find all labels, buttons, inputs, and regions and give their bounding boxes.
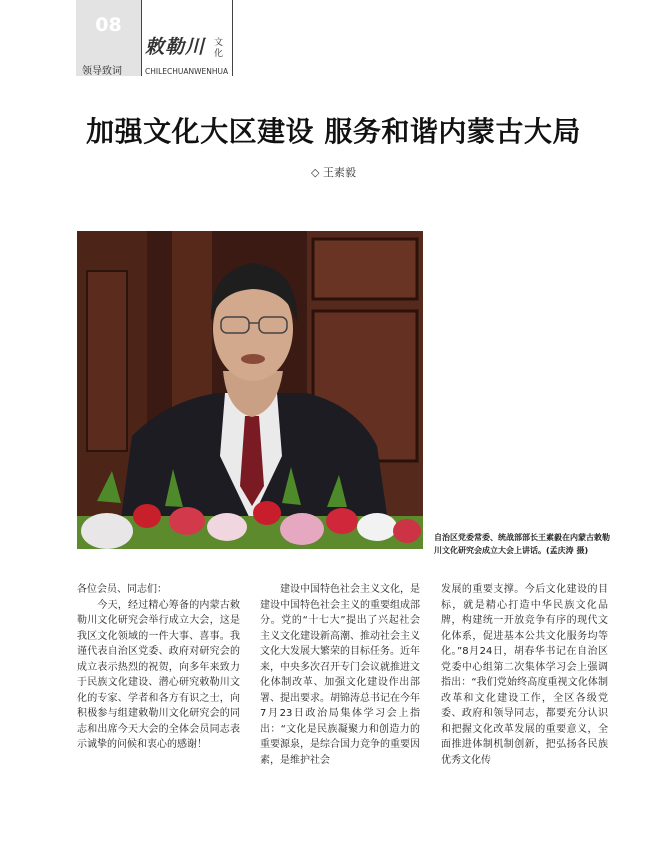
article-title: 加强文化大区建设 服务和谐内蒙古大局 <box>86 115 581 148</box>
column-1-text: 各位会员、同志们： 今天，经过精心筹备的内蒙古敕勒川文化研究会举行成立大会，这是我区文化领域的一件大事、喜事。我谨代表自治区党委、政府对研究会的成立表示热烈的祝贺，向多年来致力于民族文化建设、潜心研究敕勒川文化的专家、学者和各方有识之士，向积极参与组建敕勒川文化研究会的同志和出席今天大会的全体会员同志表示诚挚的问候和衷心的感谢！ <box>77 584 240 750</box>
page-number: 08 <box>95 14 122 36</box>
column-2-text: 建设中国特色社会主义文化，是建设中国特色社会主义的重要组成部分。党的“十七大”提出了兴起社会主义文化建设新高潮、推动社会主义文化大发展大繁荣的目标任务。近年来，中央多次召开专门会议就推进文化体制改革、加强文化建设作出部署、提出要求。胡锦涛总书记在今年7月23日政治局集体学习会上指出：“文化是民族凝聚力和创造力的重要源泉，是综合国力竞争的重要因素，是维护社会 <box>260 584 420 766</box>
article-column-3 <box>441 582 608 768</box>
magazine-logo-small: 文化 <box>214 38 224 59</box>
article-column-2 <box>260 582 420 768</box>
article-author: ◇ 王素毅 <box>311 166 356 179</box>
speaker-photo-illustration <box>77 231 423 549</box>
article-column-1 <box>77 582 240 753</box>
section-label: 领导致词 <box>82 66 122 77</box>
speaker-photo <box>77 231 423 549</box>
column-3-text: 发展的重要支撑。今后文化建设的目标，就是精心打造中华民族文化品牌，构建统一开放竞争有序的现代文化体系，促进基本公共文化服务均等化。”8月24日，胡春华书记在自治区党委中心组第二次集体学习会上强调指出：“我们党始终高度重视文化体制改革和文化建设工作，全区各级党委、政府和领导同志，都要充分认识和把握文化改革发展的重要意义，全面推进体制机制创新，把弘扬各民族优秀文化传 <box>441 584 608 766</box>
header-divider <box>141 0 142 76</box>
header-divider-right <box>232 0 233 76</box>
magazine-logo: 敕勒川 <box>145 36 206 58</box>
photo-caption: 自治区党委常委、统战部部长王素毅在内蒙古敕勒川文化研究会成立大会上讲话。(孟庆涛 摄) <box>434 533 610 555</box>
magazine-name-en: CHILECHUANWENHUA <box>145 67 229 76</box>
